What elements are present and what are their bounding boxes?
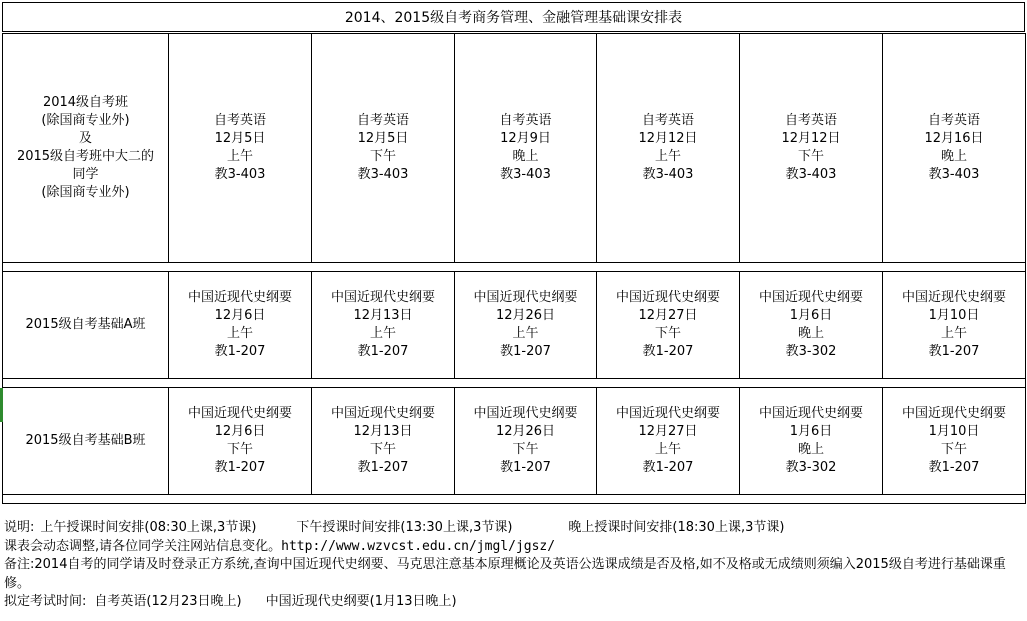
class-label-line: 2015级自考基础A班: [25, 317, 146, 332]
course-name: 中国近现代史纲要: [901, 406, 1006, 421]
course-date: 12月6日: [214, 424, 266, 439]
course-room: 教1-207: [500, 460, 551, 475]
class-label: [3, 272, 169, 379]
row-selection-marker: [0, 388, 3, 422]
course-name: 中国近现代史纲要: [758, 290, 863, 305]
row-separator: [3, 495, 1026, 504]
course-period: 上午: [226, 326, 253, 341]
schedule-cell: [883, 34, 1026, 263]
schedule-cell: [740, 272, 883, 379]
course-period: 晚上: [797, 442, 824, 457]
course-room: 教1-207: [214, 460, 266, 475]
evening-time-note: 晚上授课时间安排(18:30上课,3节课): [568, 520, 785, 535]
course-period: 下午: [797, 149, 824, 164]
schedule-row: [3, 388, 1026, 495]
course-period: 下午: [369, 149, 396, 164]
course-name: 中国近现代史纲要: [473, 406, 578, 421]
course-room: 教1-207: [642, 344, 694, 359]
schedule-cell: [455, 34, 597, 263]
course-room: 教1-207: [500, 344, 551, 359]
notes-section: [4, 519, 1024, 612]
course-room: 教3-403: [642, 167, 694, 182]
separator-cell: [3, 495, 1026, 504]
exam-history: 中国近现代史纲要(1月13日晚上): [265, 594, 457, 609]
exam-prefix: 拟定考试时间:: [4, 594, 87, 609]
schedule-row: [3, 34, 1026, 263]
class-label-line: 2015级自考班中大二的: [16, 149, 155, 164]
course-period: 下午: [654, 326, 681, 341]
class-label-line: 2015级自考基础B班: [25, 433, 146, 448]
schedule-cell: [312, 34, 455, 263]
schedule-table: [2, 33, 1026, 504]
course-date: 12月12日: [638, 131, 698, 146]
course-name: 中国近现代史纲要: [187, 406, 292, 421]
course-date: 12月5日: [357, 131, 409, 146]
course-name: 中国近现代史纲要: [615, 406, 720, 421]
page-title: 2014、2015级自考商务管理、金融管理基础课安排表: [2, 2, 1025, 32]
row-separator: [3, 263, 1026, 272]
schedule-cell: [740, 388, 883, 495]
course-period: 上午: [226, 149, 253, 164]
schedule-cell: [312, 388, 455, 495]
schedule-cell: [597, 388, 740, 495]
course-period: 晚上: [512, 149, 539, 164]
course-date: 12月13日: [353, 424, 413, 439]
class-label-line: 2014级自考班: [42, 95, 129, 110]
course-date: 12月26日: [495, 424, 556, 439]
row-separator: [3, 379, 1026, 388]
course-name: 中国近现代史纲要: [330, 406, 435, 421]
schedule-cell: [169, 34, 312, 263]
course-name: 中国近现代史纲要: [758, 406, 863, 421]
course-room: 教3-403: [928, 167, 980, 182]
course-date: 12月16日: [924, 131, 984, 146]
course-room: 教3-403: [214, 167, 266, 182]
course-date: 1月10日: [928, 308, 980, 323]
schedule-row: [3, 272, 1026, 379]
course-name: 自考英语: [927, 113, 980, 128]
class-label: [3, 388, 169, 495]
course-period: 上午: [654, 149, 681, 164]
schedule-cell: [883, 388, 1026, 495]
course-date: 12月27日: [638, 424, 698, 439]
course-room: 教1-207: [214, 344, 266, 359]
course-room: 教1-207: [928, 460, 980, 475]
course-date: 1月10日: [928, 424, 980, 439]
exam-schedule: [4, 593, 1024, 612]
course-date: 1月6日: [789, 424, 833, 439]
course-period: 晚上: [940, 149, 967, 164]
course-name: 自考英语: [784, 113, 837, 128]
course-date: 1月6日: [789, 308, 833, 323]
schedule-cell: [169, 272, 312, 379]
schedule-cell: [455, 388, 597, 495]
schedule-cell: [597, 34, 740, 263]
course-name: 中国近现代史纲要: [901, 290, 1006, 305]
course-period: 下午: [512, 442, 539, 457]
schedule-cell: [455, 272, 597, 379]
course-name: 中国近现代史纲要: [187, 290, 292, 305]
course-date: 12月9日: [500, 131, 551, 146]
course-name: 自考英语: [356, 113, 409, 128]
course-date: 12月26日: [495, 308, 556, 323]
course-period: 下午: [369, 442, 396, 457]
website-link[interactable]: http://www.wzvcst.edu.cn/jmgl/jgsz/: [281, 538, 556, 554]
course-name: 中国近现代史纲要: [615, 290, 720, 305]
course-room: 教1-207: [642, 460, 694, 475]
course-period: 上午: [654, 442, 681, 457]
time-explanation: [4, 519, 1024, 538]
course-room: 教3-403: [357, 167, 409, 182]
course-room: 教1-207: [357, 344, 409, 359]
course-room: 教1-207: [928, 344, 980, 359]
separator-cell: [3, 263, 1026, 272]
dynamic-notice: [4, 538, 1024, 557]
explain-prefix: 说明:: [4, 520, 35, 535]
course-period: 下午: [226, 442, 253, 457]
course-room: 教3-302: [785, 460, 837, 475]
course-date: 12月27日: [638, 308, 698, 323]
course-period: 下午: [940, 442, 967, 457]
course-room: 教1-207: [357, 460, 409, 475]
schedule-cell: [169, 388, 312, 495]
exam-english: 自考英语(12月23日晚上): [94, 594, 242, 609]
course-date: 12月13日: [353, 308, 413, 323]
course-name: 自考英语: [213, 113, 266, 128]
schedule-cell: [883, 272, 1026, 379]
class-label-line: (除国商专业外): [41, 185, 130, 200]
class-label-line: 同学: [72, 167, 99, 182]
separator-cell: [3, 379, 1026, 388]
afternoon-time-note: 下午授课时间安排(13:30上课,3节课): [296, 520, 513, 535]
morning-time-note: 上午授课时间安排(08:30上课,3节课): [40, 520, 257, 535]
dynamic-note: 课表会动态调整,请各位同学关注网站信息变化。: [4, 538, 282, 554]
schedule-cell: [312, 272, 455, 379]
course-name: 自考英语: [641, 113, 694, 128]
course-name: 自考英语: [499, 113, 552, 128]
schedule-cell: [740, 34, 883, 263]
course-name: 中国近现代史纲要: [473, 290, 578, 305]
course-room: 教3-302: [785, 344, 837, 359]
remark-note: 备注:2014自考的同学请及时登录正方系统,查询中国近现代史纲要、马克思注意基本原理概论及英语公选课成绩是否及格,如不及格或无成绩则须编入2015级自考进行基础课重修。: [4, 557, 1006, 591]
schedule-cell: [597, 272, 740, 379]
course-date: 12月5日: [214, 131, 266, 146]
course-name: 中国近现代史纲要: [330, 290, 435, 305]
course-period: 上午: [512, 326, 539, 341]
course-date: 12月12日: [781, 131, 841, 146]
course-date: 12月6日: [214, 308, 266, 323]
course-period: 上午: [940, 326, 967, 341]
course-room: 教3-403: [500, 167, 551, 182]
class-label-line: (除国商专业外): [41, 113, 130, 128]
course-period: 上午: [369, 326, 396, 341]
course-period: 晚上: [797, 326, 824, 341]
class-label: [3, 34, 169, 263]
class-label-line: 及: [78, 131, 92, 146]
course-room: 教3-403: [785, 167, 837, 182]
